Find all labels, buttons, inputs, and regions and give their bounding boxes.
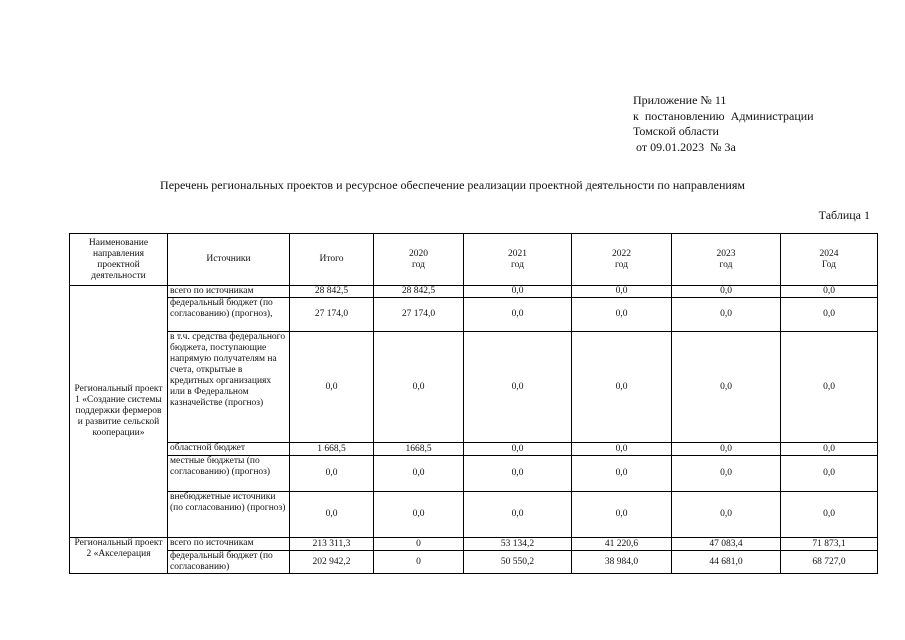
value-cell: 44 681,0 bbox=[672, 551, 781, 574]
value-cell: 0,0 bbox=[464, 456, 572, 492]
table-row bbox=[70, 538, 878, 551]
value-cell: 0,0 bbox=[781, 286, 878, 298]
value-cell: 213 311,3 bbox=[290, 538, 374, 551]
source-cell: всего по источникам bbox=[168, 538, 290, 551]
value-cell: 0,0 bbox=[374, 456, 464, 492]
value-cell: 0,0 bbox=[290, 492, 374, 538]
value-cell: 0 bbox=[374, 538, 464, 551]
value-cell: 0,0 bbox=[672, 492, 781, 538]
appendix-line: от 09.01.2023 № 3а bbox=[633, 139, 736, 154]
value-cell: 0,0 bbox=[290, 456, 374, 492]
table-row bbox=[70, 332, 878, 443]
value-cell: 0,0 bbox=[781, 332, 878, 443]
value-cell: 0,0 bbox=[374, 332, 464, 443]
header-year-2020: 2020 год bbox=[374, 234, 464, 286]
value-cell: 0,0 bbox=[290, 332, 374, 443]
value-cell: 0,0 bbox=[572, 298, 672, 332]
source-cell: всего по источникам bbox=[168, 286, 290, 298]
table-row bbox=[70, 551, 878, 574]
source-cell: местные бюджеты (по согласованию) (прогноз) bbox=[168, 456, 290, 492]
value-cell: 0,0 bbox=[672, 286, 781, 298]
value-cell: 0,0 bbox=[572, 332, 672, 443]
value-cell: 0,0 bbox=[672, 332, 781, 443]
value-cell: 0 bbox=[374, 551, 464, 574]
appendix-line: к постановлению Администрации bbox=[633, 108, 814, 123]
appendix-line: Томской области bbox=[633, 124, 719, 138]
value-cell: 202 942,2 bbox=[290, 551, 374, 574]
value-cell: 0,0 bbox=[781, 443, 878, 456]
header-year-2022: 2022 год bbox=[572, 234, 672, 286]
source-cell: федеральный бюджет (по согласованию) bbox=[168, 551, 290, 574]
table-label: Таблица 1 bbox=[818, 208, 870, 222]
value-cell: 38 984,0 bbox=[572, 551, 672, 574]
value-cell: 50 550,2 bbox=[464, 551, 572, 574]
value-cell: 0,0 bbox=[672, 456, 781, 492]
value-cell: 0,0 bbox=[781, 456, 878, 492]
value-cell: 1 668,5 bbox=[290, 443, 374, 456]
header-year-2021: 2021 год bbox=[464, 234, 572, 286]
appendix-note bbox=[633, 93, 814, 155]
value-cell: 0,0 bbox=[781, 492, 878, 538]
table-row bbox=[70, 492, 878, 538]
source-cell: федеральный бюджет (по согласованию) (прогноз), bbox=[168, 298, 290, 332]
value-cell: 0,0 bbox=[781, 298, 878, 332]
table-header-row bbox=[70, 234, 878, 286]
table-body bbox=[70, 286, 878, 574]
value-cell: 28 842,5 bbox=[374, 286, 464, 298]
header-direction: Наименование направления проектной деятельности bbox=[70, 234, 168, 286]
header-year-2023: 2023 год bbox=[672, 234, 781, 286]
header-sources: Источники bbox=[168, 234, 290, 286]
value-cell: 0,0 bbox=[572, 456, 672, 492]
value-cell: 0,0 bbox=[672, 443, 781, 456]
value-cell: 53 134,2 bbox=[464, 538, 572, 551]
value-cell: 0,0 bbox=[572, 492, 672, 538]
value-cell: 68 727,0 bbox=[781, 551, 878, 574]
table-row bbox=[70, 456, 878, 492]
source-cell: в т.ч. средства федерального бюджета, поступающие напрямую получателям на счета, открытые в кредитных организациях или в Федеральном казначействе (прогноз) bbox=[168, 332, 290, 443]
source-cell: областной бюджет bbox=[168, 443, 290, 456]
value-cell: 0,0 bbox=[464, 286, 572, 298]
header-total: Итого bbox=[290, 234, 374, 286]
value-cell: 41 220,6 bbox=[572, 538, 672, 551]
value-cell: 71 873,1 bbox=[781, 538, 878, 551]
value-cell: 0,0 bbox=[464, 492, 572, 538]
project-name-cell: Региональный проект 1 «Создание системы поддержки фермеров и развитие сельской кооперации» bbox=[70, 286, 168, 538]
value-cell: 0,0 bbox=[572, 286, 672, 298]
funding-table bbox=[69, 233, 878, 574]
value-cell: 28 842,5 bbox=[290, 286, 374, 298]
table-row bbox=[70, 286, 878, 298]
value-cell: 0,0 bbox=[572, 443, 672, 456]
source-cell: внебюджетные источники (по согласованию) (прогноз) bbox=[168, 492, 290, 538]
table-row bbox=[70, 443, 878, 456]
table-row bbox=[70, 298, 878, 332]
value-cell: 27 174,0 bbox=[290, 298, 374, 332]
value-cell: 27 174,0 bbox=[374, 298, 464, 332]
value-cell: 0,0 bbox=[374, 492, 464, 538]
value-cell: 1668,5 bbox=[374, 443, 464, 456]
value-cell: 0,0 bbox=[464, 443, 572, 456]
project-name-cell: Региональный проект 2 «Акселерация bbox=[70, 538, 168, 574]
value-cell: 0,0 bbox=[464, 298, 572, 332]
appendix-line: Приложение № 11 bbox=[633, 93, 727, 107]
value-cell: 0,0 bbox=[464, 332, 572, 443]
value-cell: 0,0 bbox=[672, 298, 781, 332]
document-title: Перечень региональных проектов и ресурсное обеспечение реализации проектной деятельности по направлениям bbox=[160, 178, 745, 192]
value-cell: 47 083,4 bbox=[672, 538, 781, 551]
header-year-2024: 2024 Год bbox=[781, 234, 878, 286]
